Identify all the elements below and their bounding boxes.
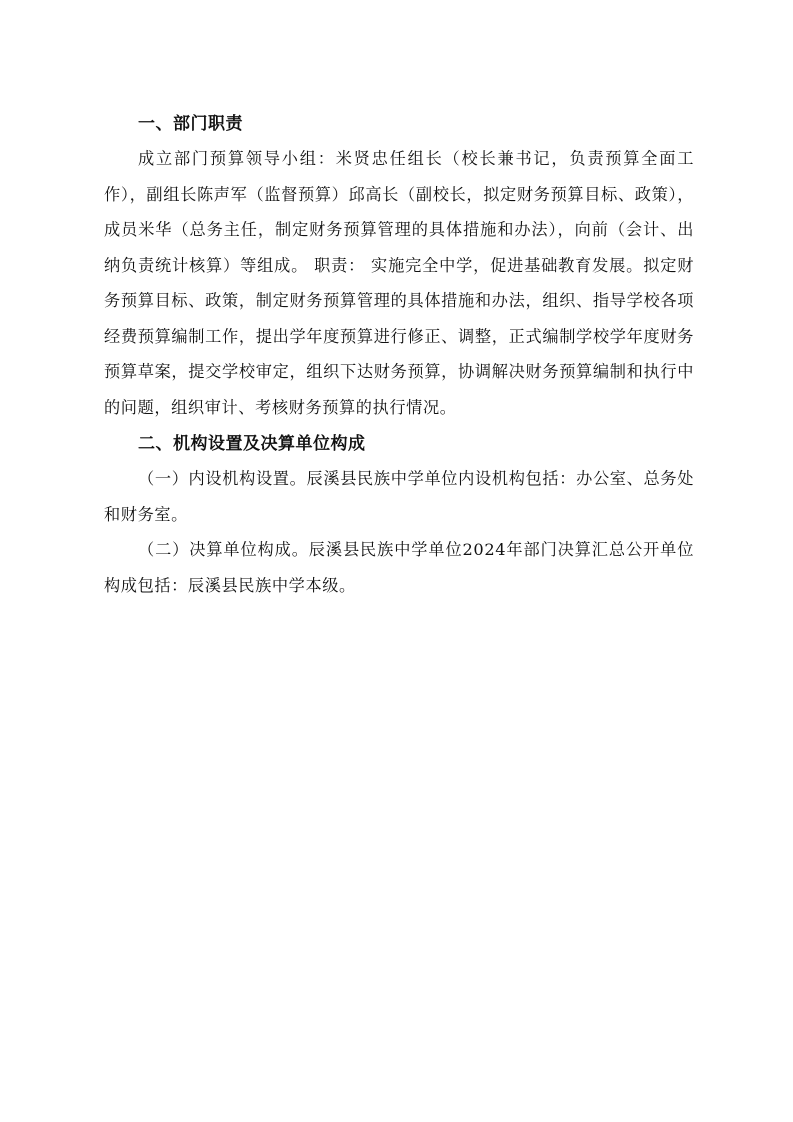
paragraph-department-duties: 成立部门预算领导小组：米贤忠任组长（校长兼书记，负责预算全面工作），副组长陈声军（监督预算）邱高长（副校长，拟定财务预算目标、政策），成员米华（总务主任，制定财务预算管理的具体措施和办法），向前（会计、出纳负责统计核算）等组成。 职责： 实施完全中学，促进基础教育发展。拟定财务预算目标、政策，制定财务预算管理的具体措施和办法，组织、指导学校各项经费预算编制工作，提出学年度预算进行修正、调整，正式编制学校学年度财务预算草案，提交学校审定，组织下达财务预算，协调解决财务预算编制和执行中的问题，组织审计、考核财务预算的执行情况。	[104, 149, 694, 417]
paragraph-final-accounts-units: （二）决算单位构成。辰溪县民族中学单位2024年部门决算汇总公开单位构成包括：辰溪县民族中学本级。	[104, 540, 694, 595]
document-body	[104, 107, 694, 603]
section-heading-organization: 二、机构设置及决算单位构成	[138, 434, 366, 454]
paragraph-internal-institutions: （一）内设机构设置。辰溪县民族中学单位内设机构包括：办公室、总务处和财务室。	[104, 469, 694, 524]
section-heading-department-duties: 一、部门职责	[138, 114, 243, 134]
